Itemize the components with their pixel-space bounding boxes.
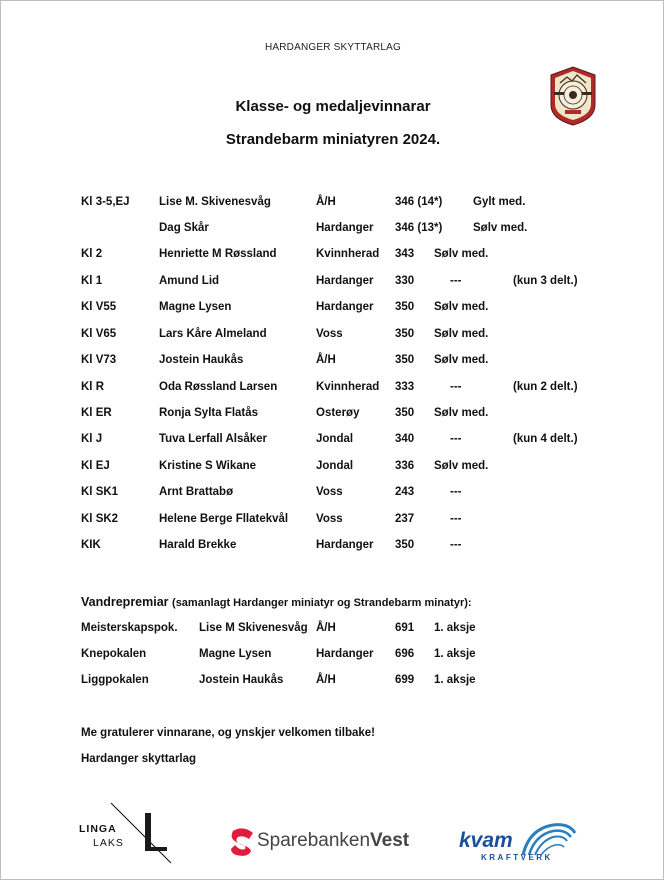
vandrepremiar-title: Vandrepremiar	[81, 595, 169, 609]
name-cell: Lars Kåre Almeland	[159, 328, 267, 340]
medal-cell: Sølv med.	[434, 354, 489, 366]
sparebanken-vest-logo-icon	[230, 825, 430, 861]
name-cell: Lise M. Skivenesvåg	[159, 196, 271, 208]
note-cell: (kun 4 delt.)	[513, 433, 578, 445]
club-cell: Jondal	[316, 433, 354, 445]
club-cell: Å/H	[316, 622, 336, 634]
score-cell: 237	[395, 513, 415, 525]
name-cell: Dag Skår	[159, 222, 209, 234]
medal-cell: ---	[450, 539, 462, 551]
class-cell: Kl 3-5,EJ	[81, 196, 130, 208]
club-cell: Hardanger	[316, 301, 374, 313]
club-cell: Voss	[316, 328, 343, 340]
club-cell: Å/H	[316, 674, 336, 686]
medal-cell: ---	[450, 486, 462, 498]
greeting-text: Me gratulerer vinnarane, og ynskjer velkomen tilbake!	[81, 727, 375, 739]
score-cell: 336	[395, 460, 415, 472]
medal-cell: Gylt med.	[473, 196, 526, 208]
class-cell: KIK	[81, 539, 101, 551]
medal-cell: Sølv med.	[473, 222, 528, 234]
trophy-row	[1, 648, 664, 666]
result-row	[1, 486, 664, 504]
result-row	[1, 460, 664, 478]
score-cell: 350	[395, 407, 415, 419]
title-line-1: Klasse- og medaljevinnarar	[235, 98, 431, 115]
kvam-text: kvam	[459, 829, 513, 852]
score-cell: 243	[395, 486, 415, 498]
class-cell: Kl V73	[81, 354, 117, 366]
score-cell: 350	[395, 328, 415, 340]
result-row	[1, 539, 664, 557]
medal-cell: ---	[450, 433, 462, 445]
result-row	[1, 301, 664, 319]
note-cell: (kun 2 delt.)	[513, 381, 578, 393]
score-cell: 330	[395, 275, 415, 287]
name-cell: Henriette M Røssland	[159, 248, 277, 260]
score-cell: 340	[395, 433, 415, 445]
medal-cell: Sølv med.	[434, 328, 489, 340]
club-cell: Hardanger	[316, 539, 374, 551]
class-cell: Kl EJ	[81, 460, 110, 472]
class-cell: Kl ER	[81, 407, 112, 419]
class-cell: Kl SK2	[81, 513, 119, 525]
trophy-cell: Knepokalen	[81, 648, 147, 660]
result-row	[1, 328, 664, 346]
score-cell: 696	[395, 648, 415, 660]
result-row	[1, 433, 664, 451]
name-cell: Tuva Lerfall Alsåker	[159, 433, 268, 445]
score-cell: 691	[395, 622, 415, 634]
result-row	[1, 248, 664, 266]
result-row	[1, 354, 664, 372]
linga-laks-logo-icon	[75, 801, 175, 867]
signature-text: Hardanger skyttarlag	[81, 753, 197, 765]
name-cell: Helene Berge Fllatekvål	[159, 513, 289, 525]
club-cell: Voss	[316, 486, 343, 498]
score-cell: 350	[395, 301, 415, 313]
name-cell: Magne Lysen	[159, 301, 232, 313]
organization-header: HARDANGER SKYTTARLAG	[264, 42, 402, 53]
trophy-cell: Liggpokalen	[81, 674, 149, 686]
linga-text: LINGA	[79, 823, 117, 835]
medal-cell: Sølv med.	[434, 460, 489, 472]
result-row	[1, 275, 664, 293]
kvam-kraftverk-logo-icon	[459, 819, 589, 865]
note-cell: 1. aksje	[434, 648, 476, 660]
result-row	[1, 513, 664, 531]
score-cell: 350	[395, 354, 415, 366]
sparebanken-text	[257, 830, 409, 852]
name-cell: Jostein Haukås	[199, 674, 284, 686]
vandrepremiar-heading	[81, 595, 472, 609]
name-cell: Jostein Haukås	[159, 354, 244, 366]
club-cell: Å/H	[316, 196, 336, 208]
result-row	[1, 196, 664, 214]
trophy-row	[1, 674, 664, 692]
result-row	[1, 381, 664, 399]
class-cell: Kl 2	[81, 248, 103, 260]
score-cell: 346 (13*)	[395, 222, 443, 234]
medal-cell: Sølv med.	[434, 407, 489, 419]
name-cell: Amund Lid	[159, 275, 220, 287]
sparebanken-part2: Vest	[370, 830, 410, 851]
club-cell: Hardanger	[316, 648, 374, 660]
kraftverk-text: KRAFTVERK	[481, 853, 553, 862]
trophy-cell: Meisterskapspok.	[81, 622, 178, 634]
note-cell: 1. aksje	[434, 674, 476, 686]
note-cell: (kun 3 delt.)	[513, 275, 578, 287]
name-cell: Kristine S Wikane	[159, 460, 257, 472]
medal-cell: Sølv med.	[434, 248, 489, 260]
name-cell: Ronja Sylta Flatås	[159, 407, 259, 419]
club-cell: Kvinnherad	[316, 248, 380, 260]
trophy-row	[1, 622, 664, 640]
club-cell: Hardanger	[316, 222, 374, 234]
score-cell: 350	[395, 539, 415, 551]
class-cell: Kl SK1	[81, 486, 119, 498]
score-cell: 333	[395, 381, 415, 393]
score-cell: 346 (14*)	[395, 196, 443, 208]
club-cell: Osterøy	[316, 407, 360, 419]
club-cell: Hardanger	[316, 275, 374, 287]
medal-cell: ---	[450, 381, 462, 393]
result-row	[1, 407, 664, 425]
medal-cell: ---	[450, 513, 462, 525]
vandrepremiar-subtitle: (samanlagt Hardanger miniatyr og Strandebarm minatyr):	[172, 597, 472, 609]
name-cell: Harald Brekke	[159, 539, 237, 551]
name-cell: Lise M Skivenesvåg	[199, 622, 308, 634]
result-row	[1, 222, 664, 240]
class-cell: Kl J	[81, 433, 103, 445]
name-cell: Oda Røssland Larsen	[159, 381, 278, 393]
club-cell: Å/H	[316, 354, 336, 366]
title-line-2: Strandebarm miniatyren 2024.	[225, 131, 441, 148]
note-cell: 1. aksje	[434, 622, 476, 634]
club-cell: Voss	[316, 513, 343, 525]
class-cell: Kl V55	[81, 301, 117, 313]
name-cell: Arnt Brattabø	[159, 486, 234, 498]
score-cell: 343	[395, 248, 415, 260]
medal-cell: Sølv med.	[434, 301, 489, 313]
sparebanken-part1: Sparebanken	[257, 830, 371, 851]
score-cell: 699	[395, 674, 415, 686]
class-cell: Kl 1	[81, 275, 103, 287]
laks-text: LAKS	[93, 837, 124, 849]
sparebanken-mark-icon	[230, 827, 256, 857]
medal-cell: ---	[450, 275, 462, 287]
name-cell: Magne Lysen	[199, 648, 272, 660]
class-cell: Kl R	[81, 381, 104, 393]
club-emblem-icon	[548, 65, 598, 127]
class-cell: Kl V65	[81, 328, 117, 340]
club-cell: Jondal	[316, 460, 354, 472]
club-cell: Kvinnherad	[316, 381, 380, 393]
